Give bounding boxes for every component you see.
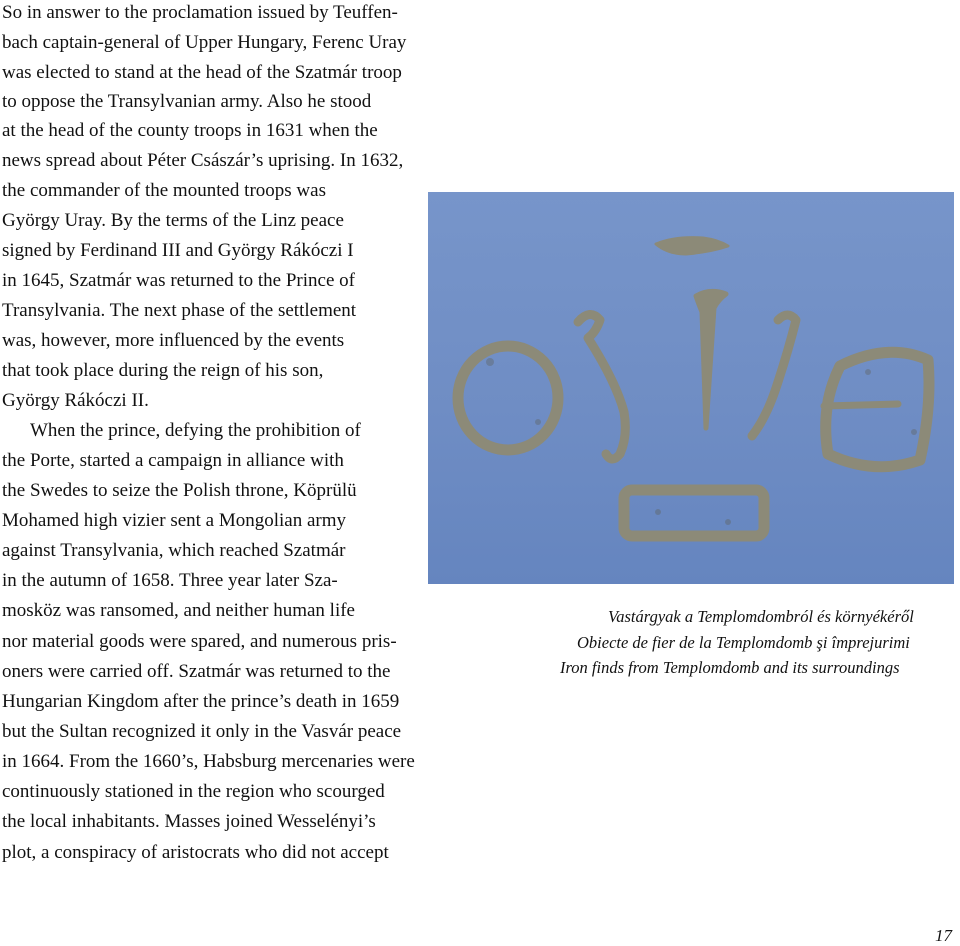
text-line: the local inhabitants. Masses joined Wesselényi’s (2, 811, 376, 832)
text-line: signed by Ferdinand III and György Rákóczi I (2, 240, 354, 261)
text-line: to oppose the Transylvanian army. Also he stood (2, 91, 372, 112)
buckle-frame (826, 352, 929, 466)
buckle-bar (824, 404, 898, 406)
text-line: mosköz was ransomed, and neither human life (2, 600, 355, 621)
text-line: plot, a conspiracy of aristocrats who did not accept (2, 842, 389, 863)
text-line: in 1664. From the 1660’s, Habsburg mercenaries were (2, 751, 415, 772)
text-line: at the head of the county troops in 1631 when the (2, 120, 378, 141)
caption-hungarian: Vastárgyak a Templomdombról és környékéről (608, 607, 914, 626)
text-line: György Rákóczi II. (2, 390, 149, 411)
text-line: Mohamed high vizier sent a Mongolian army (2, 510, 347, 531)
text-line: in 1645, Szatmár was returned to the Prince of (2, 270, 355, 291)
text-line: was elected to stand at the head of the Szatmár troop (2, 62, 402, 83)
text-line: was, however, more influenced by the events (2, 330, 345, 351)
hooked-nail-right (752, 315, 796, 436)
text-line: the Swedes to seize the Polish throne, Köprülü (2, 480, 357, 501)
rectangular-buckle (624, 490, 764, 536)
hooked-nail-left (578, 314, 625, 459)
center-nail (696, 291, 726, 428)
text-line: that took place during the reign of his son, (2, 360, 324, 381)
text-line: news spread about Péter Császár’s uprising. In 1632, (2, 150, 404, 171)
text-line: continuously stationed in the region who scourged (2, 781, 385, 802)
iron-ring (458, 346, 558, 450)
caption-romanian: Obiecte de fier de la Templomdomb şi împrejurimi (577, 633, 910, 652)
text-line: nor material goods were spared, and numerous pris- (2, 631, 397, 652)
text-line: bach captain-general of Upper Hungary, Ferenc Uray (2, 32, 407, 53)
text-line: oners were carried off. Szatmár was returned to the (2, 661, 391, 682)
text-line: So in answer to the proclamation issued by Teuffen- (2, 2, 398, 23)
text-line: in the autumn of 1658. Three year later Sza- (2, 570, 338, 591)
page-number: 17 (935, 926, 952, 945)
blade-fragment (656, 238, 728, 254)
iron-finds-photo (428, 192, 954, 584)
text-line: When the prince, defying the prohibition of (30, 420, 361, 441)
text-line: the commander of the mounted troops was (2, 180, 326, 201)
text-line: Transylvania. The next phase of the settlement (2, 300, 357, 321)
text-line: but the Sultan recognized it only in the Vasvár peace (2, 721, 402, 742)
text-line: György Uray. By the terms of the Linz peace (2, 210, 344, 231)
caption-english: Iron finds from Templomdomb and its surroundings (560, 658, 900, 677)
text-line: against Transylvania, which reached Szatmár (2, 540, 346, 561)
text-line: Hungarian Kingdom after the prince’s death in 1659 (2, 691, 400, 712)
iron-objects-illustration (428, 192, 954, 584)
text-line: the Porte, started a campaign in alliance with (2, 450, 344, 471)
